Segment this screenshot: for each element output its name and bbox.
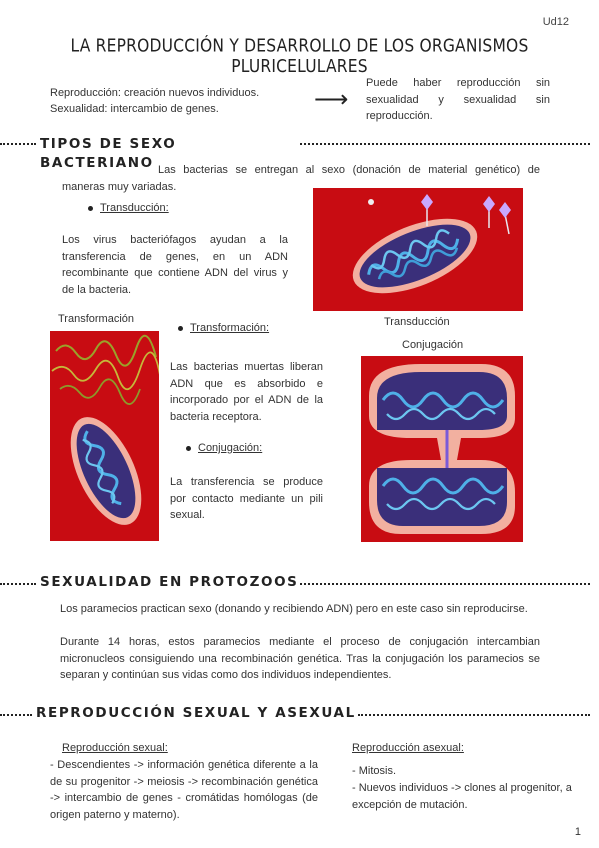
- section-title-protozoos: SEXUALIDAD EN PROTOZOOS: [40, 574, 299, 590]
- caption-conjugacion: Conjugación: [402, 339, 464, 351]
- bullet-transduccion: [88, 202, 169, 214]
- transformacion-text: Las bacterias muertas liberan ADN que es absorbido e incorporado por el ADN de la bacteria receptora.: [170, 361, 323, 423]
- unit-label: Ud12: [542, 16, 569, 28]
- dotted-rule: [358, 714, 590, 716]
- right-arrow-icon: ⟶: [314, 86, 349, 113]
- transduccion-text: Los virus bacteriófagos ayudan a la transferencia de genes, en un ADN recombinante que contiene ADN del virus y de la bacteria.: [62, 234, 288, 296]
- bullet-conjugacion: [186, 442, 262, 454]
- dotted-rule: [300, 143, 590, 145]
- page-title: LA REPRODUCCIÓN Y DESARROLLO DE LOS ORGANISMOS PLURICELULARES: [70, 35, 529, 77]
- caption-transformacion: Transformación: [58, 313, 135, 325]
- dotted-rule: [0, 714, 32, 716]
- conjugation-image: [361, 356, 523, 542]
- bullet-transformacion: [178, 322, 269, 334]
- protozoos-p2: Durante 14 horas, estos paramecios mediante el proceso de conjugación intercambian micronucleos consiguiendo una recombinación genética. Tras la conjugación los paramecios se separan y continúan sus vidas como dos individuos independientes.: [60, 636, 540, 681]
- bullet-dot-icon: [186, 446, 191, 451]
- section-header-tipos: [0, 133, 599, 171]
- tipos-intro: Las bacterias se entregan al sexo (donación de material genético) de maneras muy variadas.: [62, 164, 540, 193]
- bullet-dot-icon: [88, 206, 93, 211]
- bullet-label: Transducción:: [100, 202, 169, 214]
- caption-transduccion: Transducción: [384, 316, 450, 328]
- sexual-text: - Descendientes -> información genética diferente a la de su progenitor -> meiosis -> recombinación genética -> intercambio de genes - cromátidas homólogas (de origen paterno y materno).: [50, 759, 318, 821]
- bullet-label: Conjugación:: [198, 442, 263, 454]
- bullet-label: Transformación:: [190, 322, 270, 334]
- dotted-rule: [0, 143, 36, 145]
- dotted-rule: [0, 583, 36, 585]
- transduction-image: [313, 188, 523, 311]
- bullet-dot-icon: [178, 326, 183, 331]
- section-title-tipos: TIPOS DE SEXO BACTERIANO: [40, 136, 177, 171]
- section-header-protozoos: [0, 573, 599, 593]
- section-title-reproduccion: REPRODUCCIÓN SEXUAL Y ASEXUAL: [36, 705, 356, 721]
- conjugacion-text: La transferencia se produce por contacto mediante un pili sexual.: [170, 476, 323, 521]
- intro-note: Puede haber reproducción sin sexualidad y sexualidad sin reproducción.: [366, 77, 550, 122]
- asexual-item-1: - Mitosis.: [352, 765, 396, 777]
- intro-sexualidad: Sexualidad: intercambio de genes.: [50, 103, 219, 115]
- intro-reproduccion: Reproducción: creación nuevos individuos.: [50, 87, 260, 99]
- protozoos-p1: Los paramecios practican sexo (donando y recibiendo ADN) pero en este caso sin reproducirse.: [60, 603, 528, 615]
- asexual-item-2: - Nuevos individuos -> clones al progenitor, a excepción de mutación.: [352, 782, 572, 811]
- dotted-rule: [300, 583, 590, 585]
- page-number: 1: [574, 826, 581, 838]
- asexual-heading: Reproducción asexual:: [352, 742, 464, 754]
- section-header-reproduccion: [0, 704, 599, 724]
- sexual-heading: Reproducción sexual:: [62, 742, 168, 754]
- transformation-image: [50, 331, 159, 541]
